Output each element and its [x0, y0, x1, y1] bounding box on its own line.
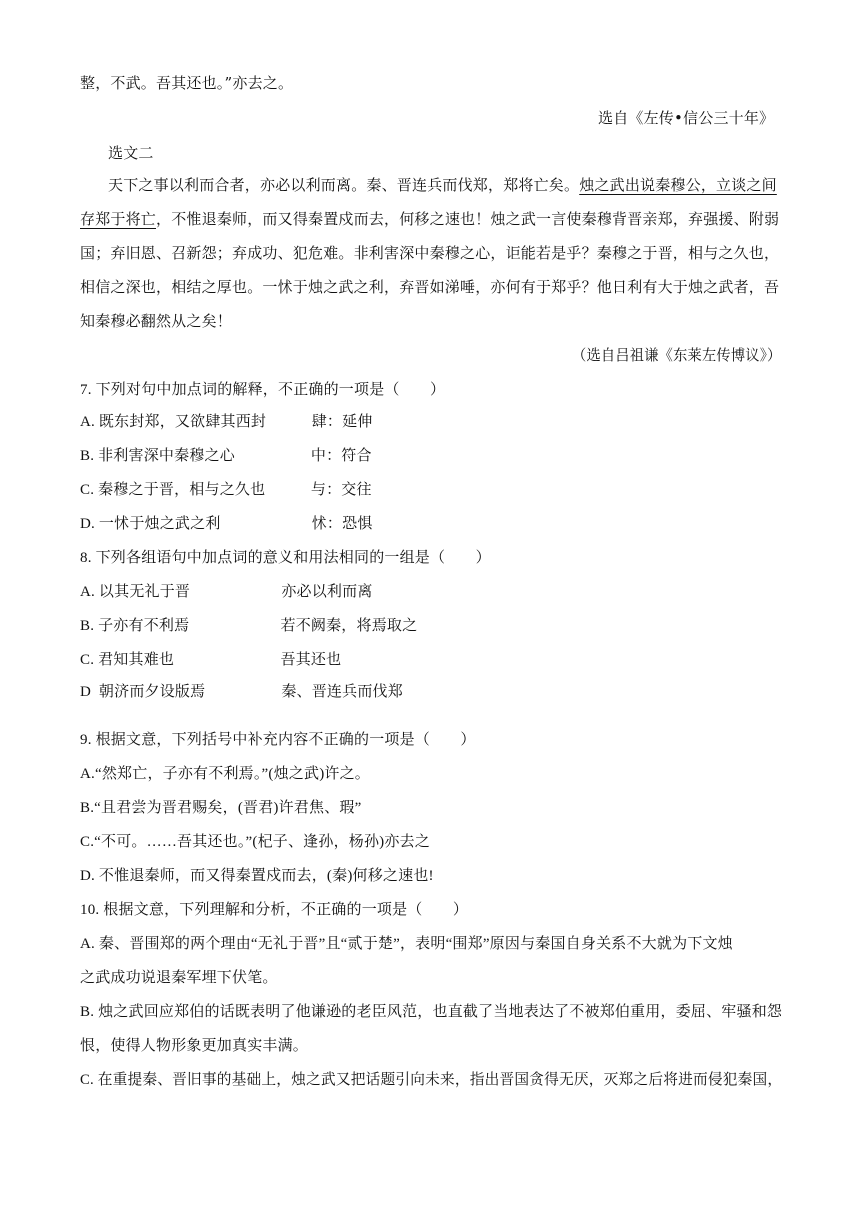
passage-line: 国；弃旧恩、召新怨；弃成功、犯危难。非利害深中秦穆之心，讵能若是乎？秦穆之于晋，相与之久也， — [80, 244, 780, 262]
underlined-sentence: 烛之武出说秦穆公，立谈之间 — [579, 176, 777, 194]
option-b: B. 非利害深中秦穆之心 中：符合 — [80, 448, 372, 464]
option-d: D. 一怵于烛之武之利 怵：恐惧 — [80, 516, 373, 532]
option-a: A. 既东封郑，又欲肆其西封 肆：延伸 — [80, 414, 373, 430]
option-d: D. 不惟退秦师，而又得秦置戍而去，(秦)何移之速也! — [80, 868, 434, 884]
source-citation: 选自《左传•信公三十年》 — [598, 109, 775, 127]
selection-label: 选文二 — [108, 144, 154, 162]
option-a: A. 以其无礼于晋 亦必以利而离 — [80, 584, 373, 600]
option-b-continued: 恨，使得人物形象更加真实丰满。 — [80, 1038, 309, 1054]
option-a-continued: 之武成功说退秦军埋下伏笔。 — [80, 970, 278, 986]
source-citation: （选自吕祖谦《东莱左传博议》） — [572, 346, 782, 364]
option-a: A. 秦、晋围郑的两个理由“无礼于晋”且“贰于楚”，表明“围郑”原因与秦国自身关系不大就为下文烛 — [80, 936, 733, 952]
option-c: C. 秦穆之于晋，相与之久也 与：交往 — [80, 482, 372, 498]
option-c: C. 君知其难也 吾其还也 — [80, 652, 342, 668]
option-b: B.“且君尝为晋君赐矣，(晋君)许君焦、瑕” — [80, 800, 362, 816]
option-b: B. 子亦有不利焉 若不阙秦，将焉取之 — [80, 618, 418, 634]
question-stem: 9. 根据文意，下列括号中补充内容不正确的一项是（ ） — [80, 732, 476, 748]
passage-line: 整，不武。吾其还也。”亦去之。 — [80, 74, 294, 92]
underlined-sentence: 存郑于将亡 — [80, 210, 157, 228]
question-stem: 8. 下列各组语句中加点词的意义和用法相同的一组是（ ） — [80, 550, 491, 566]
passage-line — [80, 208, 779, 229]
question-stem: 7. 下列对句中加点词的解释，不正确的一项是（ ） — [80, 382, 446, 398]
passage-line: 相信之深也，相结之厚也。一怵于烛之武之利，弃晋如涕唾，亦何有于郑乎？他日利有大于烛之武者，吾 — [80, 278, 780, 296]
option-d: D 朝济而夕设版焉 秦、晋连兵而伐郑 — [80, 684, 403, 700]
passage-text: ，不惟退秦师，而又得秦置戍而去，何移之速也！烛之武一言使秦穆背晋亲郑，弃强援、附弱 — [156, 210, 780, 228]
passage-line — [108, 174, 777, 195]
option-c: C.“不可。……吾其还也。”(杞子、逢孙，杨孙)亦去之 — [80, 834, 430, 850]
option-c: C. 在重提秦、晋旧事的基础上，烛之武又把话题引向未来，指出晋国贪得无厌，灭郑之后将进而侵犯秦国， — [80, 1072, 783, 1088]
passage-text: 天下之事以利而合者，亦必以利而离。秦、晋连兵而伐郑，郑将亡矣。 — [108, 176, 580, 194]
passage-line: 知秦穆必翻然从之矣！ — [80, 312, 233, 330]
question-stem: 10. 根据文意，下列理解和分析，不正确的一项是（ ） — [80, 902, 469, 918]
option-a: A.“然郑亡，子亦有不利焉。”(烛之武)许之。 — [80, 766, 370, 782]
option-b: B. 烛之武回应郑伯的话既表明了他谦逊的老臣风范，也直截了当地表达了不被郑伯重用，委屈、牢骚和怨 — [80, 1004, 783, 1020]
